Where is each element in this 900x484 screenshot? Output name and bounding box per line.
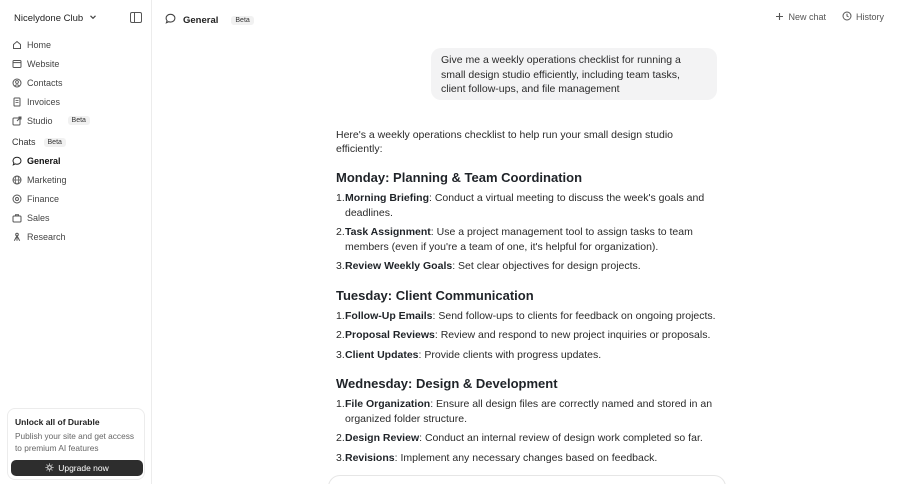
- item-text: : Implement any necessary changes based on feedback.: [394, 451, 658, 464]
- item-text: : Ensure all design files are correctly named and stored in an organized folder structure.: [345, 398, 713, 425]
- new-chat-button[interactable]: [775, 12, 826, 23]
- item-title: Client Updates: [345, 348, 419, 361]
- new-chat-label: New chat: [788, 12, 826, 22]
- briefcase-icon: [12, 213, 22, 223]
- chat-item-general[interactable]: [6, 151, 146, 170]
- item-number: 3.: [336, 260, 345, 272]
- item-text: : Provide clients with progress updates.: [418, 348, 602, 361]
- nav-item-home[interactable]: [6, 35, 146, 54]
- item-number: 3.: [336, 451, 345, 464]
- list-item: [336, 191, 716, 220]
- chat-label-finance: Finance: [27, 193, 60, 204]
- history-button[interactable]: [842, 11, 884, 23]
- checklist: [336, 191, 716, 274]
- chat-label-general: General: [27, 155, 61, 166]
- conversation-area: [152, 36, 900, 484]
- workspace-switcher[interactable]: [14, 11, 97, 25]
- nav-item-contacts[interactable]: [6, 73, 146, 92]
- list-item: [336, 225, 716, 254]
- list-item: [336, 328, 716, 343]
- sparkle-icon: [45, 463, 54, 474]
- item-title: Task Assignment: [345, 226, 431, 238]
- chat-beta-badge: Beta: [231, 16, 253, 25]
- item-text: : Send follow-ups to clients for feedback on ongoing projects.: [432, 309, 716, 322]
- item-title: Revisions: [345, 451, 395, 464]
- invoice-icon: [12, 97, 22, 107]
- item-title: Follow-Up Emails: [345, 309, 433, 322]
- nav-label-home: Home: [27, 39, 52, 50]
- upgrade-button-label: Upgrade now: [58, 463, 109, 473]
- list-item: [336, 431, 716, 446]
- assistant-response: [336, 128, 716, 470]
- chat-list: [6, 151, 146, 246]
- checklist: [336, 309, 716, 363]
- chat-bubble-icon: [165, 11, 176, 29]
- chats-beta-badge: Beta: [44, 138, 66, 147]
- nav-item-website[interactable]: [6, 54, 146, 73]
- item-title: Design Review: [345, 432, 420, 444]
- chat-item-finance[interactable]: [6, 189, 146, 208]
- chats-heading: Chats: [12, 137, 36, 147]
- item-title: File Organization: [345, 398, 431, 410]
- home-icon: [12, 40, 22, 50]
- history-icon: [842, 11, 852, 23]
- history-label: History: [855, 12, 884, 22]
- nav-label-website: Website: [27, 58, 60, 69]
- list-item: [336, 348, 716, 363]
- item-title: Proposal Reviews: [345, 329, 435, 341]
- item-number: 2.: [336, 226, 345, 238]
- contacts-icon: [12, 78, 22, 88]
- main-nav: [6, 35, 146, 130]
- chevron-down-icon: [89, 13, 97, 23]
- section-heading: Wednesday: Design & Development: [336, 376, 558, 391]
- item-text: : Conduct an internal review of design work completed so far.: [419, 432, 703, 444]
- chat-label-research: Research: [27, 231, 66, 242]
- item-number: 2.: [336, 432, 345, 444]
- chat-item-sales[interactable]: [6, 208, 146, 227]
- studio-beta-badge: Beta: [68, 116, 90, 125]
- chat-header: [152, 0, 900, 36]
- user-message: Give me a weekly operations checklist for running a small design studio efficiently, including team tasks, client follow-ups, and file management: [431, 48, 717, 100]
- nav-item-invoices[interactable]: [6, 92, 146, 111]
- sidebar: [0, 0, 152, 484]
- nav-label-invoices: Invoices: [27, 96, 61, 107]
- chat-title-group: [165, 11, 254, 29]
- studio-icon: [12, 116, 22, 126]
- list-item: [336, 451, 716, 466]
- item-number: 3.: [336, 348, 345, 361]
- nav-label-studio: Studio: [27, 115, 53, 126]
- upgrade-card: [7, 408, 145, 480]
- chat-label-marketing: Marketing: [27, 174, 67, 185]
- chat-label-sales: Sales: [27, 212, 50, 223]
- item-number: 1.: [336, 398, 345, 410]
- research-icon: [12, 232, 22, 242]
- list-item: [336, 309, 716, 324]
- response-intro: Here's a weekly operations checklist to help run your small design studio efficiently:: [336, 129, 674, 155]
- item-title: Review Weekly Goals: [345, 260, 453, 272]
- item-number: 1.: [336, 192, 345, 204]
- chats-section-header: [12, 137, 66, 147]
- chat-item-research[interactable]: [6, 227, 146, 246]
- chat-bubble-icon: [12, 156, 22, 166]
- item-text: : Use a project management tool to assign tasks to team members (even if you're a team of one, it's helpful for organization).: [345, 226, 693, 253]
- plus-icon: [775, 12, 784, 23]
- item-text: : Set clear objectives for design projects.: [452, 260, 641, 272]
- section-heading: Monday: Planning & Team Coordination: [336, 170, 583, 185]
- list-item: [336, 397, 716, 426]
- nav-item-studio[interactable]: [6, 111, 146, 130]
- toggle-sidebar-icon[interactable]: [130, 12, 142, 23]
- checklist: [336, 397, 716, 465]
- workspace-name: Nicelydone Club: [14, 12, 84, 24]
- finance-icon: [12, 194, 22, 204]
- item-number: 2.: [336, 329, 345, 341]
- globe-icon: [12, 175, 22, 185]
- message-composer[interactable]: [328, 475, 726, 484]
- list-item: [336, 259, 716, 274]
- item-text: : Conduct a virtual meeting to discuss the week's goals and deadlines.: [345, 192, 705, 219]
- upgrade-title: Unlock all of Durable: [15, 417, 100, 427]
- item-text: : Review and respond to new project inquiries or proposals.: [434, 329, 711, 341]
- header-actions: [775, 11, 884, 23]
- upgrade-button[interactable]: [11, 460, 143, 476]
- item-number: 1.: [336, 309, 345, 322]
- section-heading: Tuesday: Client Communication: [336, 287, 534, 303]
- item-title: Morning Briefing: [345, 192, 429, 204]
- website-icon: [12, 59, 22, 69]
- upgrade-description: Publish your site and get access to premium AI features: [15, 431, 134, 453]
- nav-label-contacts: Contacts: [27, 77, 63, 88]
- chat-item-marketing[interactable]: [6, 170, 146, 189]
- chat-title: General: [183, 14, 219, 26]
